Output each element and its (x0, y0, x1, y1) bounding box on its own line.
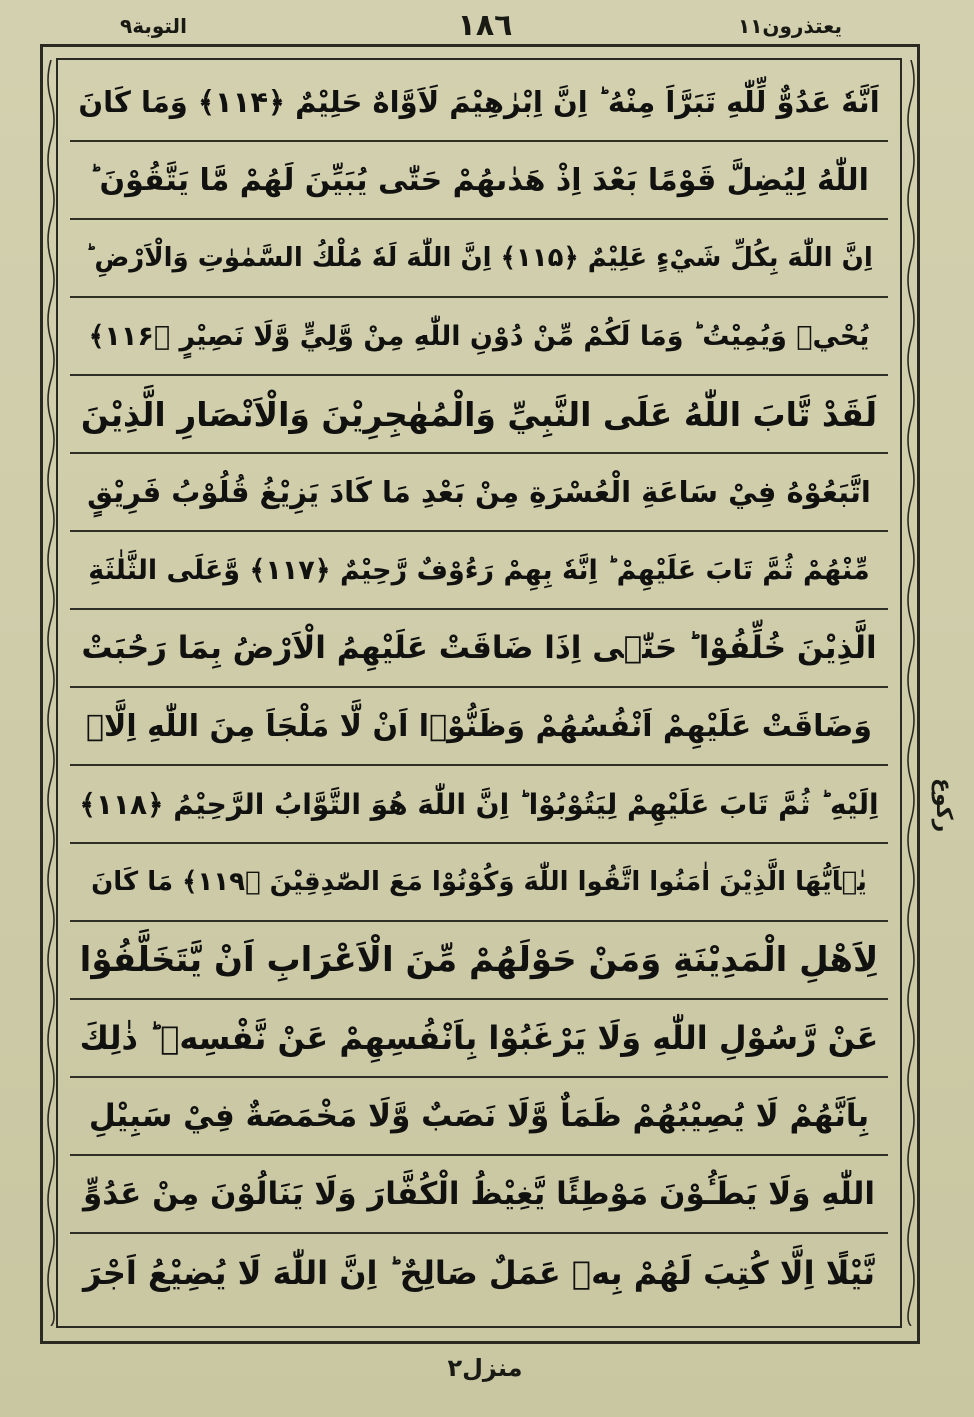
verse-line (70, 142, 888, 220)
verse-line (70, 688, 888, 766)
verse-text: يُحْيٖ وَيُمِيْتُ ؕ وَمَا لَكُمْ مِّنْ دُوْنِ اللّٰهِ مِنْ وَّلِيٍّ وَّلَا نَصِيْرٍ ﴿۱۱۶﴾ (88, 320, 870, 352)
page-number: ۱۸٦ (457, 8, 513, 43)
verse-line (70, 376, 888, 454)
verse-line (70, 610, 888, 688)
verse-text: اِلَيْهِ ؕ ثُمَّ تَابَ عَلَيْهِمْ لِيَتُوْبُوْا ؕ اِنَّ اللّٰهَ هُوَ التَّوَّابُ الرَّحِيْمُ ﴿۱۱۸﴾ (79, 787, 879, 821)
verse-text: اِنَّ اللّٰهَ بِكُلِّ شَيْءٍ عَلِيْمٌ ﴿۱۱۵﴾ اِنَّ اللّٰهَ لَهٗ مُلْكُ السَّمٰوٰتِ وَالْاَرْضِ ؕ (85, 243, 873, 273)
verse-text: اللّٰهِ وَلَا يَطَـُٔوْنَ مَوْطِئًا يَّغِيْظُ الْكُفَّارَ وَلَا يَنَالُوْنَ مِنْ عَدُوٍّ (83, 1176, 875, 1212)
verse-line (70, 922, 888, 1000)
verse-text: عَنْ رَّسُوْلِ اللّٰهِ وَلَا يَرْغَبُوْا بِاَنْفُسِهِمْ عَنْ نَّفْسِهٖ ؕ ذٰلِكَ (79, 1019, 879, 1057)
verse-text: اللّٰهُ لِيُضِلَّ قَوْمًا بَعْدَ اِذْ هَدٰىهُمْ حَتّٰى يُبَيِّنَ لَهُمْ مَّا يَتَّقُوْنَ ؕ (89, 162, 869, 198)
vine-border-right (904, 60, 918, 1326)
verse-line (70, 1156, 888, 1234)
verse-lines (70, 64, 888, 1320)
verse-text: نَّيْلًا اِلَّا كُتِبَ لَهُمْ بِهٖ عَمَلٌ صَالِحٌ ؕ اِنَّ اللّٰهَ لَا يُضِيْعُ اَجْرَ (82, 1254, 876, 1292)
verse-text: مِّنْهُمْ ثُمَّ تَابَ عَلَيْهِمْ ؕ اِنَّهٗ بِهِمْ رَءُوْفٌ رَّحِيْمٌ ﴿۱۱۷﴾ وَّعَلَى الثَّلٰثَةِ (88, 554, 870, 586)
verse-line (70, 844, 888, 922)
verse-line (70, 454, 888, 532)
vine-border-left (44, 60, 58, 1326)
verse-line (70, 1234, 888, 1312)
manzil-footer: منزل۲ (447, 1354, 523, 1382)
verse-line (70, 1000, 888, 1078)
verse-line (70, 1078, 888, 1156)
verse-text: لَقَدْ تَّابَ اللّٰهُ عَلَى النَّبِيِّ وَالْمُهٰجِرِيْنَ وَالْاَنْصَارِ الَّذِيْنَ (80, 394, 878, 434)
verse-line (70, 298, 888, 376)
verse-line (70, 532, 888, 610)
verse-line (70, 64, 888, 142)
juz-name: يعتذرون۱۱ (738, 14, 842, 38)
verse-text: اتَّبَعُوْهُ فِيْ سَاعَةِ الْعُسْرَةِ مِنْ بَعْدِ مَا كَادَ يَزِيْغُ قُلُوْبُ فَرِيْقٍ (87, 475, 871, 509)
verse-text: اَنَّهٗ عَدُوٌّ لِّلّٰهِ تَبَرَّاَ مِنْهُ ؕ اِنَّ اِبْرٰهِيْمَ لَاَوَّاهٌ حَلِيْمٌ ﴿۱۱۴﴾ وَمَا كَانَ (78, 85, 880, 119)
surah-name: التوبة۹ (120, 14, 187, 38)
ruku-margin-marker: ركوع (931, 778, 956, 833)
verse-text: وَضَاقَتْ عَلَيْهِمْ اَنْفُسُهُمْ وَظَنُّوْۤا اَنْ لَّا مَلْجَاَ مِنَ اللّٰهِ اِلَّاۤ (86, 708, 872, 744)
verse-text: يٰۤاَيُّهَا الَّذِيْنَ اٰمَنُوا اتَّقُوا اللّٰهَ وَكُوْنُوْا مَعَ الصّٰدِقِيْنَ ﴿۱۱۹﴾ مَا كَانَ (91, 867, 867, 897)
verse-text: بِاَنَّهُمْ لَا يُصِيْبُهُمْ ظَمَاٌ وَّلَا نَصَبٌ وَّلَا مَخْمَصَةٌ فِيْ سَبِيْلِ (88, 1098, 870, 1134)
verse-text: الَّذِيْنَ خُلِّفُوْا ؕ حَتّٰۤى اِذَا ضَاقَتْ عَلَيْهِمُ الْاَرْضُ بِمَا رَحُبَتْ (81, 630, 877, 666)
verse-line (70, 220, 888, 298)
verse-text: لِاَهْلِ الْمَدِيْنَةِ وَمَنْ حَوْلَهُمْ مِّنَ الْاَعْرَابِ اَنْ يَّتَخَلَّفُوْا (79, 940, 879, 980)
verse-line (70, 766, 888, 844)
